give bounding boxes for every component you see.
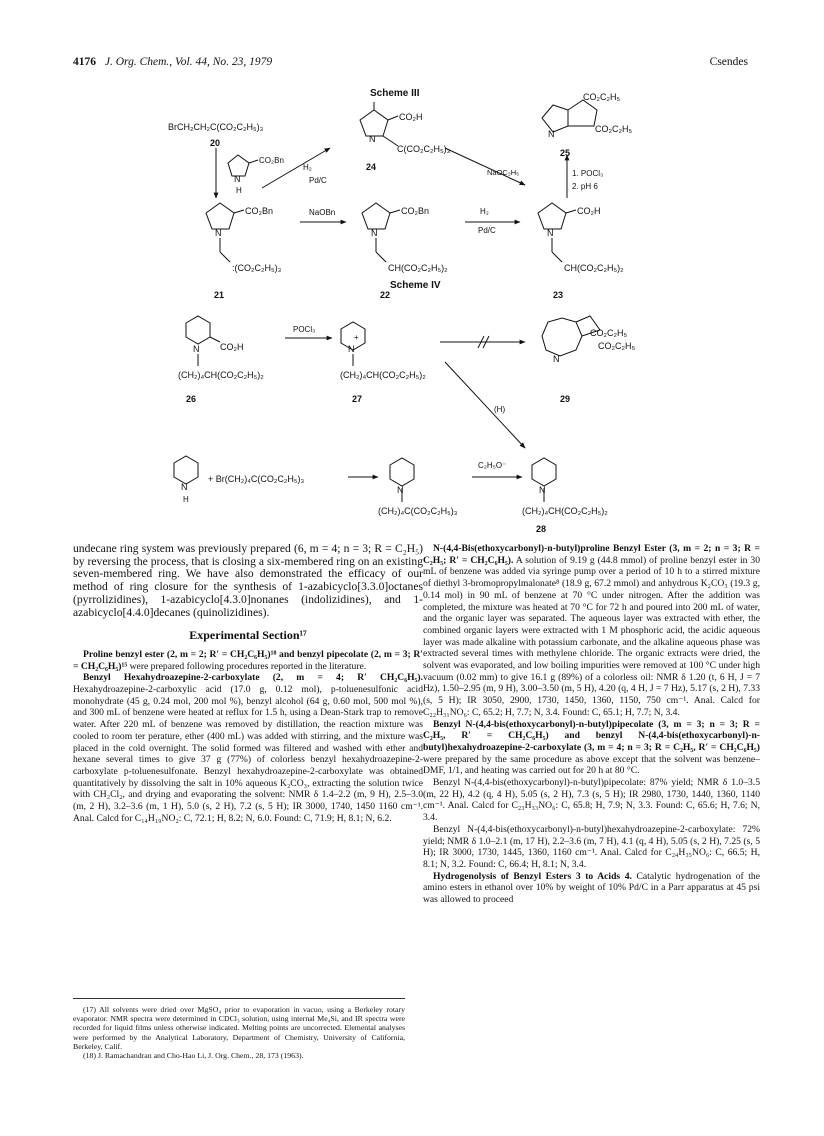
n-atom-23: N xyxy=(547,228,554,238)
alkylated-piperidine-ring xyxy=(390,458,414,486)
paragraph-azepine-heading: Benzyl Hexahydroazepine-2-carboxylate (2, m = 4; R′ CH₂C₆H₅). xyxy=(83,672,423,684)
iminium-plus: + xyxy=(354,333,359,342)
paragraph-hydrogenolysis xyxy=(423,871,760,906)
paragraph-proline-heading: Proline benzyl ester (2, m = 2; R′ = CH₂C₆H₅)¹⁸ and benzyl pipecolate (2, m = 3; R′ = CH₂C₆H₅)¹⁵ xyxy=(73,648,423,672)
compound-21-ring xyxy=(206,203,234,229)
arrow-ethoxide-label: C₂H₅O⁻ xyxy=(478,461,507,470)
compound-24-sub2: C(CO₂C₂H₅)₃ xyxy=(397,144,451,154)
n-atom-24: N xyxy=(369,134,376,144)
compound-22-number: 22 xyxy=(380,290,391,300)
alkylated-product-sub: (CH₂)₄C(CO₂C₂H₅)₃ xyxy=(378,506,458,516)
paragraph-hydrogenolysis-heading: Hydrogenolysis of Benzyl Esters 3 to Acids 4. xyxy=(433,870,632,882)
compound-28-ring xyxy=(532,458,556,486)
page-number: 4176 xyxy=(73,56,96,68)
proline-benzyl-ester-ring xyxy=(228,155,249,176)
journal-citation: J. Org. Chem., Vol. 44, No. 23, 1979 xyxy=(104,56,273,68)
paragraph-pipecolate-data: Benzyl N-(4,4-bis(ethoxycarbonyl)-n-butyl)pipecolate: 87% yield; NMR δ 1.0–3.5 (m, 22 H), 4.2 (q, 4 H), 5.05 (s, 2 H), 7.3 (s, 5 H); IR 2980, 1730, 1440, 1360, 1140 cm⁻¹. Anal. Calcd for C₂₃H₃₃NO₆: C, 65.8; H, 7.9; N, 3.3. Found: C, 65.6; H, 7.6; N, 3.4. xyxy=(423,777,760,824)
compound-24-number: 24 xyxy=(366,162,377,172)
compound-24-sub1: CO₂H xyxy=(399,112,423,122)
paragraph-hydrogenolysis-text: Catalytic hydrogenation of the amino esters in ethanol over 10% by weight of 10% Pd/C in a Parr apparatus at 45 psi was allowed to proceed xyxy=(423,870,760,906)
compound-20-formula: BrCH₂CH₂C(CO₂C₂H₅)₃ xyxy=(168,122,264,132)
compound-26-sub2: (CH₂)₄CH(CO₂C₂H₅)₂ xyxy=(178,370,264,380)
intro-paragraph xyxy=(73,543,423,619)
compound-29-sub2: CO₂C₂H₅ xyxy=(598,341,636,351)
paragraph-proline xyxy=(73,649,423,672)
paragraph-proline-ester xyxy=(423,543,760,719)
paragraph-azepine-data: Benzyl N-(4,4-bis(ethoxycarbonyl)-n-butyl)hexahydroazepine-2-carboxylate: 72% yield; NMR δ 1.0–2.1 (m, 17 H), 2.2–3.6 (m, 7 H), 4.1 (q, 4 H), 5.05 (s, 2 H), 7.25 (s, 5 H); IR 3000, 1730, 1445, 1360, 1160 cm⁻¹. Anal. Calcd for C₂₄H₃₅NO₆: C, 66.5; H, 8.1; N, 3.2. Found: C, 66.4; H, 8.1; N, 3.4. xyxy=(423,823,760,870)
alkylating-reagent: + Br(CH₂)₄C(CO₂C₂H₅)₃ xyxy=(208,474,305,484)
compound-23-sub1: CO₂H xyxy=(577,206,601,216)
compound-22-sub1: CO₂Bn xyxy=(401,206,430,216)
proline-sub: CO₂Bn xyxy=(259,156,284,165)
compound-24-ring xyxy=(360,110,388,136)
compound-27-sub: (CH₂)₄CH(CO₂C₂H₅)₂ xyxy=(340,370,426,380)
compound-29-number: 29 xyxy=(560,394,571,404)
scheme-3-title: Scheme III xyxy=(370,88,420,99)
reaction-schemes xyxy=(0,0,824,540)
compound-25-ring xyxy=(542,105,568,132)
piperidine-h: H xyxy=(183,495,189,504)
compound-28-number: 28 xyxy=(536,524,547,534)
arrow2-pdc-label: Pd/C xyxy=(478,226,496,235)
compound-25-number: 25 xyxy=(560,148,571,158)
paragraph-pipecolate xyxy=(423,719,760,778)
footnote-17: (17) All solvents were dried over MgSO₄ prior to evaporation in vacuo, using a Berkeley rotary evaporator. NMR spectra were determined in CDCl₃ solution, using internal Me₄Si, and IR spectra were recorded for liquid films unless otherwise indicated. Melting points are uncorrected. Elemental analyses were performed by the Analytical Laboratory, Department of Chemistry, University of California, Berkeley, Calif. xyxy=(73,1005,405,1051)
section-title: Experimental Section¹⁷ xyxy=(189,628,307,643)
n-atom-27: N xyxy=(348,344,355,354)
paragraph-pipecolate-heading: Benzyl N-(4,4-bis(ethoxycarbonyl)-n-butyl)pipecolate (3, m = 3; n = 3; R = C₂H₅, R′ = CH₂C₆H₅) and benzyl N-(4,4-bis(ethoxycarbonyl)-n-butyl)hexahydroazepine-2-carboxylate (3, m = 4; n = 3; R = C₂H₅, R′ = CH₂C₆H₅) xyxy=(423,718,760,753)
n-atom-piperidine: N xyxy=(181,482,188,492)
left-column xyxy=(73,543,423,824)
compound-20-number: 20 xyxy=(210,138,221,148)
arrow-h-label: (H) xyxy=(494,405,506,414)
arrow-ph6-label: 2. pH 6 xyxy=(572,182,598,191)
compound-21-sub2: :(CO₂C₂H₅)₃ xyxy=(232,263,282,273)
paragraph-azepine-text: Hexahydroazepine-2-carboxylic acid (17.0 g, 0.12 mol), p-toluenesulfonic acid monohydrate (45 g, 0.24 mol, 200 mol %), benzyl alcohol (64 g, 0.60 mol, 500 mol %), and 300 mL of benzene were heated at reflux for 1.5 h, using a Dean-Stark trap to remove water. After 220 mL of benzene was removed by distillation, the reaction mixture was cooled to room ter perature, ether (400 mL) was added with stirring, and the mixture was placed in the cold overnight. The solid formed was filtered and washed with ether and hexane several times to give 37 g (77%) of colorless benzyl hexahydroazepine-2-carboxylate p-toluenesulfonate. Benzyl hexahydroazepine-2-carboxylate was obtained quantitatively by dissolving the salt in 10% aqueous K₂CO₃, extracting the solution twice with CH₂Cl₂, and drying and evaporating the solvent: NMR δ 1.4–2.2 (m, 9 H), 2.5–3.0 (m, 2 H), 3.2–3.6 (m, 1 H), 5.0 (s, 2 H), 7.2 (s, 5 H); IR 3000, 1740, 1450 1160 cm⁻¹. Anal. Calcd for C₁₄H₁₉NO₂: C, 72.1; H, 8.2; N, 6.0. Found: C, 71.9; H, 8.1; N, 6.2. xyxy=(73,684,423,824)
arrow-pocl3-s4-label: POCl₃ xyxy=(293,325,316,334)
compound-25-sub1: CO₂C₂H₅ xyxy=(583,92,621,102)
author-name: Csendes xyxy=(709,56,748,68)
compound-26-ring xyxy=(186,316,210,344)
n-atom-proline: N xyxy=(234,174,241,184)
compound-29-sub1: CO₂C₂H₅ xyxy=(590,328,628,338)
arrow-naoet-label: NaOC₂H₅ xyxy=(487,168,520,177)
paragraph-proline-ester-text: A solution of 9.19 g (44.8 mmol) of proline benzyl ester in 30 mL of benzene was added via syringe pump over a period of 10 h to a stirred mixture of diethyl 3-bromopropylmalonate⁸ (18.9 g, 67.2 mmol) and anhydrous K₂CO₃ (19.3 g, 0.14 mol) in 90 mL of benzene at 70 °C under nitrogen. After the addition was completed, the mixture was heated at 70 °C for 72 h and poured into 200 mL of water, and the organic layer was separated. The aqueous layer was extracted with ether, the combined organic layers were extracted with 1 M phosphoric acid, the acidic aqueous layer was made alkaline with potassium carbonate, and the alkaline aqueous phase was extracted several times with methylene chloride. The organic extracts were dried, the solvent was evaporated, and low boiling impurities were removed at 100 °C under high vacuum (0.02 mm) to give 16.1 g (89%) of a colorless oil: NMR δ 1.20 (t, 6 H, J = 7 Hz), 1.50–2.95 (m, 9 H), 3.00–3.50 (m, 5 H), 4.20 (q, 4 H, J = 7 Hz), 5.17 (s, 2 H), 7.33 (s, 5 H); IR 3050, 2900, 1730, 1450, 1360, 1150, 750 cm⁻¹. Anal. Calcd for C₂₂H₃₁NO₆: C, 65.2; H, 7.7; N, 3.4. Found: C, 65.1; H, 7.7; N, 3.4. xyxy=(423,554,760,718)
footnote-18: (18) J. Ramachandran and Cho-Hao Li, J. Org. Chem., 28, 173 (1963). xyxy=(83,1051,304,1061)
arrow-naobn-label: NaOBn xyxy=(309,208,336,217)
footnotes xyxy=(73,998,405,1060)
paragraph-pipecolate-text: were prepared by the same procedure as above except that the solvent was benzene–DMF, 1/1, and heating was carried out for 20 h at 80 °C. xyxy=(423,753,760,777)
right-column xyxy=(423,543,760,906)
compound-27-number: 27 xyxy=(352,394,363,404)
n-atom-25: N xyxy=(548,129,555,139)
n-atom-28: N xyxy=(539,485,546,495)
arrow-pocl3-label: 1. POCl₃ xyxy=(572,169,604,178)
intro-text: undecane ring system was previously prepared (6, m = 4; n = 3; R = C₂H₅) by reversing the process, that is closing a six-membered ring on an existing seven-membered ring. We have also demonstrated the efficacy of our method of ring closure for the synthesis of 1-azabicyclo[3.3.0]octanes (pyrrolizidines), 1-azabicyclo[4.3.0]nonanes (indolizidines), and 1-azabicyclo[4.4.0]decanes (quinolizidines). xyxy=(73,542,423,619)
scheme-4-title: Scheme IV xyxy=(390,280,441,291)
compound-23-sub2: CH(CO₂C₂H₅)₂ xyxy=(564,263,624,273)
compound-28-sub: (CH₂)₄CH(CO₂C₂H₅)₂ xyxy=(522,506,608,516)
arrow-h2-label: H₂ xyxy=(303,163,312,172)
n-atom-29: N xyxy=(553,354,560,364)
paragraph-proline-text: were prepared following procedures reported in the literature. xyxy=(127,660,367,672)
compound-22-ring xyxy=(362,203,390,229)
n-atom-22: N xyxy=(371,228,378,238)
compound-23-number: 23 xyxy=(553,290,564,300)
paragraph-proline-ester-heading: N-(4,4-Bis(ethoxycarbonyl)-n-butyl)proline Benzyl Ester (3, m = 2; n = 3; R = C₂H₅; R′ = CH₂C₆H₅). xyxy=(423,543,760,566)
compound-26-number: 26 xyxy=(186,394,197,404)
paragraph-azepine xyxy=(73,672,423,824)
n-atom-21: N xyxy=(215,228,222,238)
proline-h: H xyxy=(236,186,242,195)
n-atom-26: N xyxy=(193,344,200,354)
piperidine-ring xyxy=(174,456,198,484)
compound-22-sub2: CH(CO₂C₂H₅)₂ xyxy=(388,263,448,273)
compound-23-ring xyxy=(538,203,566,229)
compound-26-sub1: CO₂H xyxy=(220,342,244,352)
compound-29-ring xyxy=(542,318,582,356)
compound-21-number: 21 xyxy=(214,290,225,300)
arrow-pdc-label: Pd/C xyxy=(309,176,327,185)
arrow2-h2-label: H₂ xyxy=(480,207,489,216)
compound-25-sub2: CO₂C₂H₅ xyxy=(595,124,633,134)
n-atom-product: N xyxy=(397,485,404,495)
compound-21-sub1: CO₂Bn xyxy=(245,206,274,216)
